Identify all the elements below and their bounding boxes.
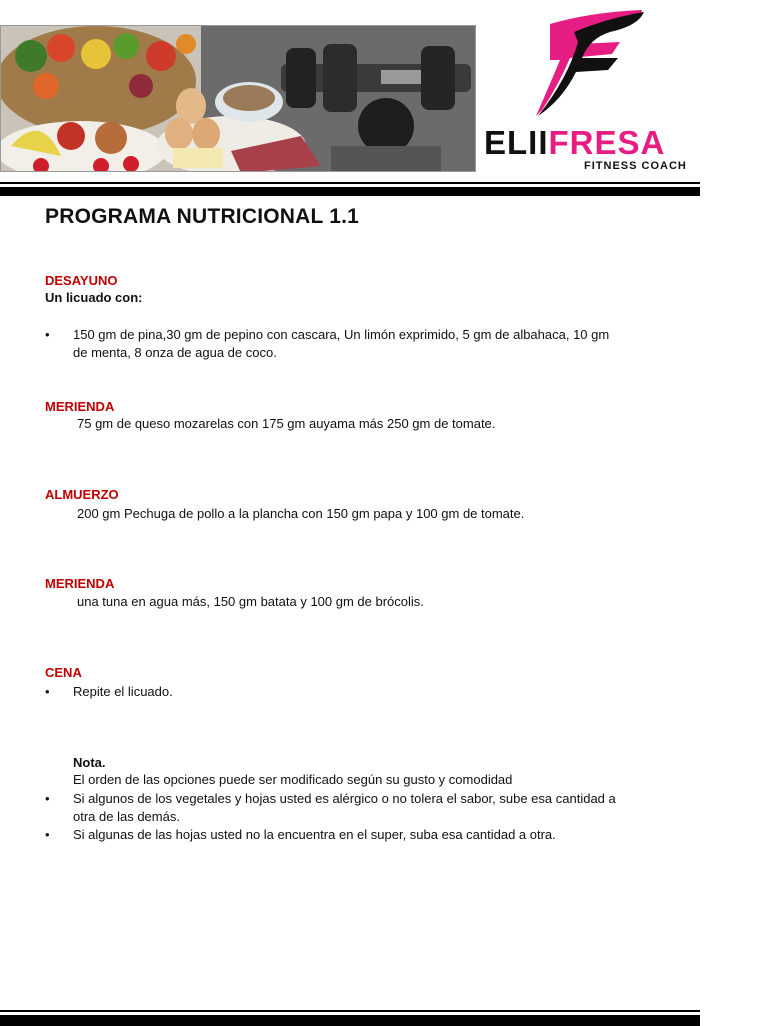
section-heading-merienda-1: MERIENDA xyxy=(45,399,115,414)
merienda-2-text: una tuna en agua más, 150 gm batata y 100 gm de brócolis. xyxy=(77,594,424,609)
desayuno-intro: Un licuado con: xyxy=(45,290,143,305)
section-heading-almuerzo: ALMUERZO xyxy=(45,487,119,502)
food-and-dumbbells-photo xyxy=(1,26,476,172)
footer-divider xyxy=(0,1010,700,1024)
stylized-f-logo xyxy=(480,8,700,126)
brand-name-part2: FRESA xyxy=(548,124,666,161)
nota-item-2: Si algunas de las hojas usted no la encuentra en el super, suba esa cantidad a otra. xyxy=(73,827,556,842)
brand-subtitle: FITNESS COACH xyxy=(584,160,687,172)
header-divider xyxy=(0,182,700,196)
nota-line: El orden de las opciones puede ser modificado según su gusto y comodidad xyxy=(73,772,513,787)
almuerzo-text: 200 gm Pechuga de pollo a la plancha con 150 gm papa y 100 gm de tomate. xyxy=(77,506,525,521)
nota-heading: Nota. xyxy=(73,755,106,770)
desayuno-item-line2: de menta, 8 onza de agua de coco. xyxy=(73,345,277,360)
merienda-1-text: 75 gm de queso mozarelas con 175 gm auyama más 250 gm de tomate. xyxy=(77,416,496,431)
brand-name-part1: ELII xyxy=(484,124,549,161)
desayuno-item xyxy=(73,326,673,362)
section-heading-merienda-2: MERIENDA xyxy=(45,576,115,591)
bullet-icon: • xyxy=(45,684,50,699)
nota-item-1-line2: otra de las demás. xyxy=(73,809,180,824)
document-title: PROGRAMA NUTRICIONAL 1.1 xyxy=(45,205,359,228)
nota-item-1-line1: Si algunos de los vegetales y hojas usted es alérgico o no tolera el sabor, sube esa cantidad a xyxy=(73,791,616,806)
brand-logo xyxy=(480,8,700,176)
section-heading-cena: CENA xyxy=(45,665,82,680)
section-heading-desayuno: DESAYUNO xyxy=(45,273,118,288)
bullet-icon: • xyxy=(45,827,50,842)
nota-item-1 xyxy=(73,790,673,826)
brand-name xyxy=(484,126,665,159)
bullet-icon: • xyxy=(45,791,50,806)
header-banner-image xyxy=(0,25,476,172)
desayuno-item-line1: 150 gm de pina,30 gm de pepino con cascara, Un limón exprimido, 5 gm de albahaca, 10 gm xyxy=(73,327,610,342)
cena-item: Repite el licuado. xyxy=(73,684,173,699)
bullet-icon: • xyxy=(45,327,50,342)
